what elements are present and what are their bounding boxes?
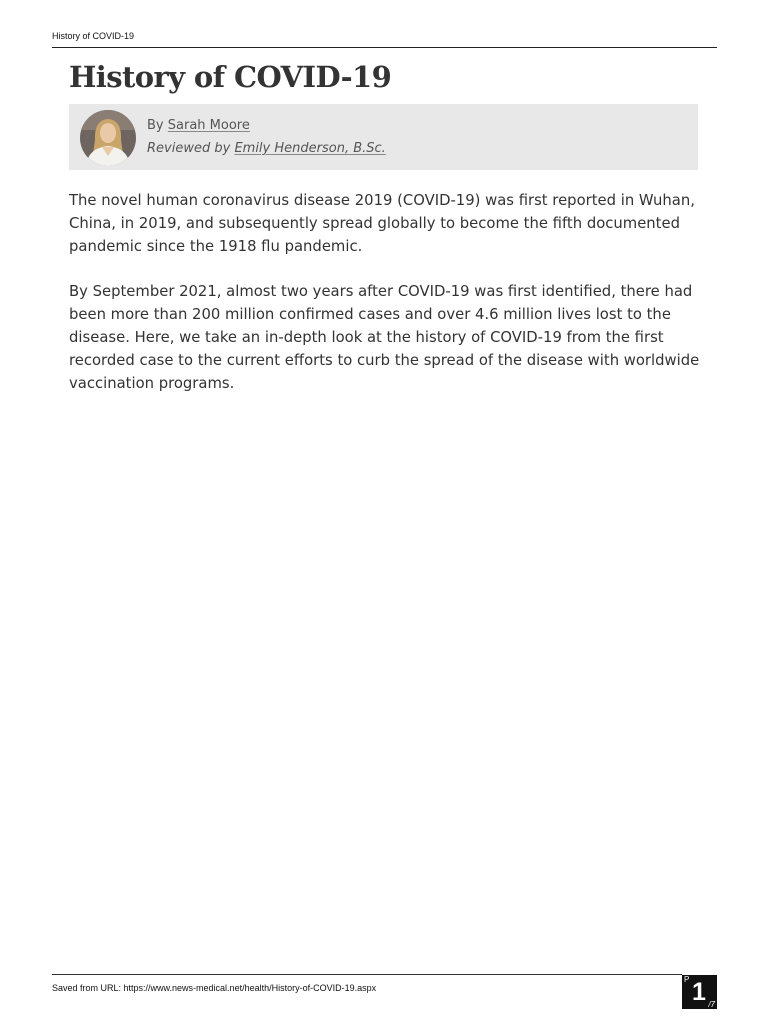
page-number: 1 bbox=[692, 978, 706, 1006]
header-divider bbox=[52, 47, 717, 48]
saved-from-url: Saved from URL: https://www.news-medical.net/health/History-of-COVID-19.aspx bbox=[52, 983, 377, 993]
byline-box bbox=[69, 104, 698, 170]
byline-author bbox=[147, 118, 250, 133]
reviewer-link[interactable]: Emily Henderson, B.Sc. bbox=[234, 141, 386, 156]
running-header: History of COVID-19 bbox=[52, 31, 135, 41]
author-link[interactable]: Sarah Moore bbox=[167, 118, 250, 133]
page-prefix: P bbox=[684, 975, 690, 984]
footer-divider bbox=[52, 974, 682, 975]
article-title: History of COVID-19 bbox=[69, 60, 392, 94]
byline-reviewer bbox=[147, 141, 386, 156]
author-avatar bbox=[80, 110, 136, 166]
page-number-badge bbox=[682, 975, 717, 1009]
reviewed-by-prefix: Reviewed by bbox=[147, 141, 231, 156]
by-prefix: By bbox=[147, 118, 164, 133]
body-paragraph: The novel human coronavirus disease 2019 (COVID-19) was first reported in Wuhan, China, in 2019, and subsequently spread globally to become the fifth documented pandemic since the 1918 flu pandemic. bbox=[69, 192, 695, 255]
page-total: /7 bbox=[708, 1000, 715, 1009]
body-paragraph: By September 2021, almost two years after COVID-19 was first identified, there had been more than 200 million confirmed cases and over 4.6 million lives lost to the disease. Here, we take an in-depth look at the history of COVID-19 from the first recorded case to the current efforts to curb the spread of the disease with worldwide vaccination programs. bbox=[69, 283, 700, 392]
